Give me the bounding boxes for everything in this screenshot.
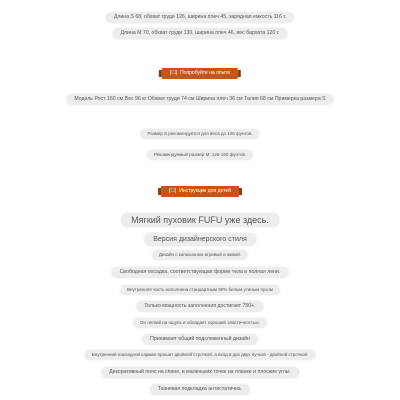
checkbox-icon: [☐]	[169, 70, 178, 76]
feature-line: Тканевая подкладка антистатична.	[150, 384, 250, 395]
feature-line: Декоративный пояс на спине, в маленьких точек на планке и плоские углы.	[101, 367, 299, 378]
size-line-s: Длина S 68, обхват груди 126, ширина плеч 45, зарядная емкость 116 г.	[106, 12, 294, 23]
children-banner	[161, 186, 239, 197]
checkbox-icon: [☐]	[169, 188, 177, 194]
feature-line: Версия дизайнерского стиля	[144, 233, 256, 246]
feature-line: Дизайн с капюшоном игривый и живой.	[152, 250, 248, 260]
fitting-banner	[162, 68, 238, 79]
children-banner-label: Инструкции для детей	[179, 188, 231, 194]
recommend-medium: Рекомендуемый размер M: 126-160 фунтов.	[147, 150, 253, 160]
recommend-small: Размер S рекомендуется для веса до 126 фунтов.	[140, 129, 259, 139]
model-info: Модель Рост 160 см Вес 96 кг Обхват груди 74 см Ширина плеч 36 см Талия 68 см Примерка размера S	[66, 94, 333, 105]
fitting-banner-label: Попробуйте на опыте	[180, 70, 231, 76]
feature-line: Принимает общий подслеженный дизайн	[142, 334, 258, 345]
feature-line: Он легкий на ощупь и обладает хорошей эластичностью.	[133, 318, 267, 328]
size-line-m: Длина M 70, обхват груди 130, ширина плеч 46, вес бархата 120 г.	[113, 28, 288, 39]
feature-line: Свободная посадка, соответствующая форме тела и полная лени.	[112, 267, 289, 278]
feature-line: Внутренний накладной карман прошит двойной строчкой, а вход в диз двух пучков - двойной строчкой.	[85, 350, 316, 360]
feature-line: Мягкий пуховик FUFU уже здесь.	[121, 213, 279, 227]
feature-line: Внутренняя часть наполнена стандартным 90% белым утиным пухом	[120, 285, 280, 295]
feature-line: Только мощность заполнения достигает 750+.	[136, 301, 263, 312]
